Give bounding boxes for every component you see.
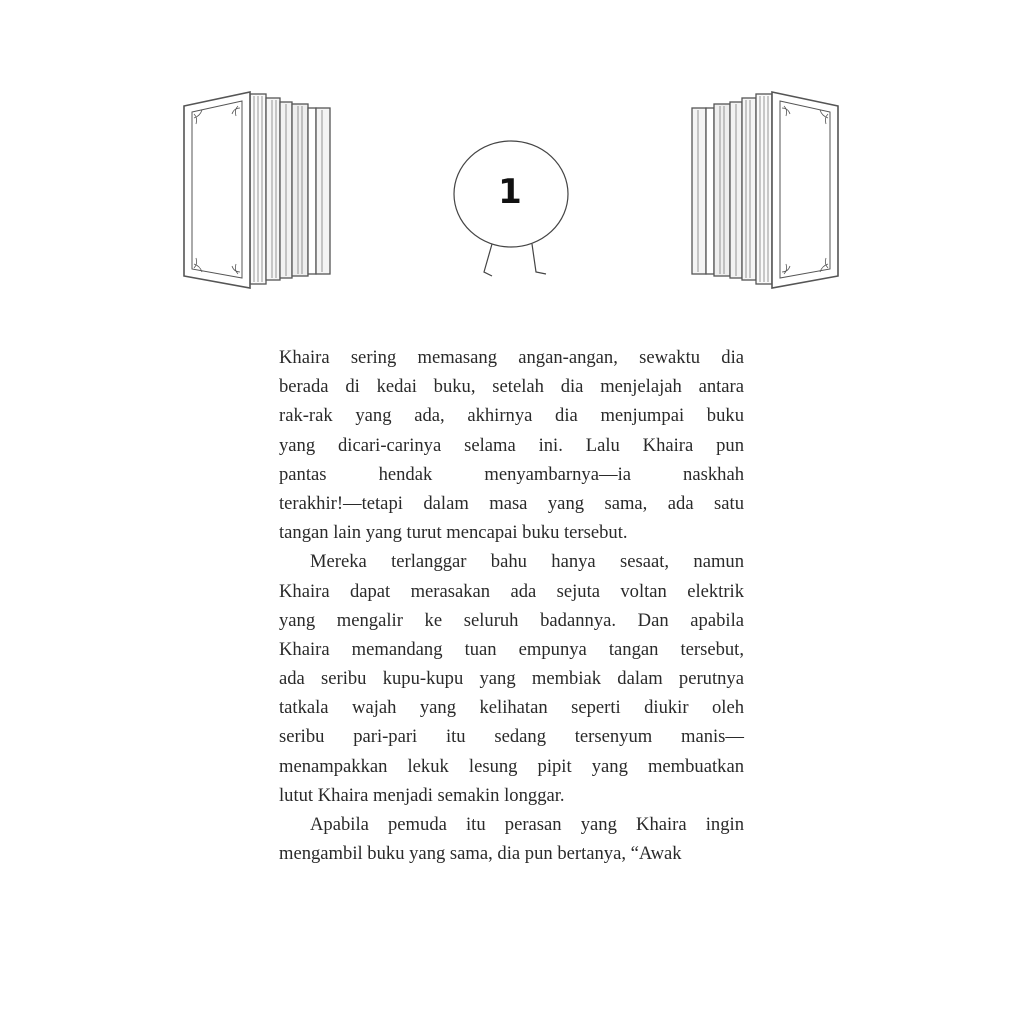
text-line: terakhir!—tetapi dalam masa yang sama, ada satu (279, 492, 744, 514)
chapter-header (0, 0, 1024, 300)
text-line: pantas hendak menyambarnya—ia naskhah (279, 463, 744, 485)
text-line: Khaira sering memasang angan-angan, sewaktu dia (279, 347, 744, 368)
text-line: mengambil buku yang sama, dia pun bertanya, “Awak (279, 843, 682, 865)
text-line: Apabila pemuda itu perasan yang Khaira ingin (310, 814, 744, 835)
text-line: tangan lain yang turut mencapai buku tersebut. (279, 522, 628, 544)
paragraph (279, 343, 744, 547)
text-line: Mereka terlanggar bahu hanya sesaat, namun (310, 551, 744, 573)
text-line: berada di kedai buku, setelah dia menjelajah antara (279, 376, 744, 398)
chapter-number: 1 (498, 172, 522, 212)
open-book-right-icon (688, 88, 848, 292)
text-line: lutut Khaira menjadi semakin longgar. (279, 784, 565, 806)
text-line: seribu pari-pari itu sedang tersenyum manis— (279, 726, 744, 748)
text-line: rak-rak yang ada, akhirnya dia menjumpai buku (279, 405, 744, 427)
paragraph (279, 810, 744, 868)
open-book-left-icon (180, 88, 340, 292)
text-line: Khaira memandang tuan empunya tangan tersebut, (279, 638, 744, 660)
text-line: Khaira dapat merasakan ada sejuta voltan elektrik (279, 580, 744, 602)
text-line: yang mengalir ke seluruh badannya. Dan apabila (279, 609, 744, 631)
chapter-body-text (279, 343, 744, 868)
text-line: ada seribu kupu-kupu yang membiak dalam perutnya (279, 668, 744, 690)
paragraph (279, 547, 744, 810)
text-line: tatkala wajah yang kelihatan seperti diukir oleh (279, 697, 744, 719)
text-line: menampakkan lekuk lesung pipit yang membuatkan (279, 755, 744, 777)
text-line: yang dicari-carinya selama ini. Lalu Khaira pun (279, 434, 744, 456)
